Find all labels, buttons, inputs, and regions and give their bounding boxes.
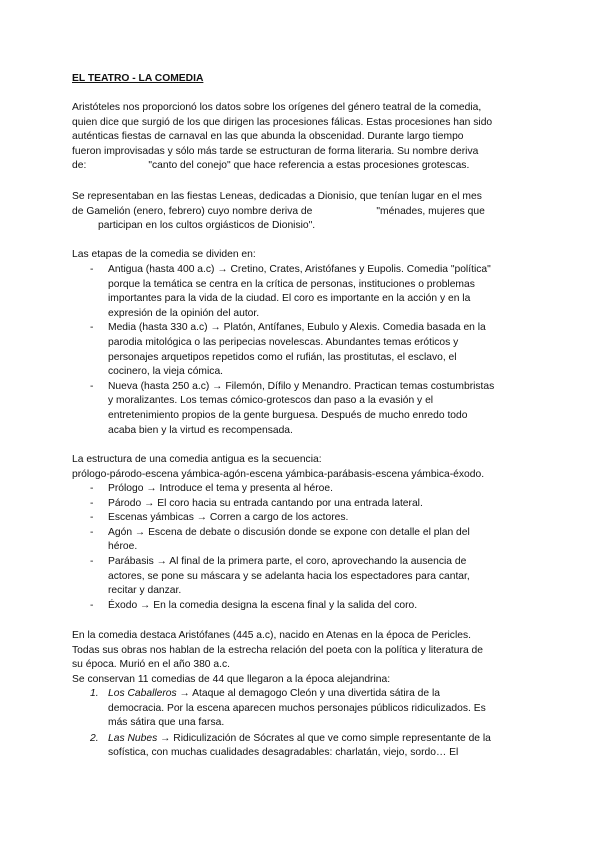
text-line: más sátira que una farsa. [108,717,225,729]
list-item [90,497,530,512]
text-line: - Media (hasta 330 a.c) → Platón, Antífanes, Eubulo y Alexis. Comedia basada en la [108,322,486,334]
list-item [90,263,530,321]
text-line: Aristóteles nos proporcionó los datos sobre los orígenes del género teatral de la comedia, [72,102,482,113]
text-fragment: de: [72,160,87,172]
text-line: - Escenas yámbicas → Corren a cargo de los actores. [108,512,349,524]
text-line: - Prólogo → Introduce el tema y presenta al héroe. [108,483,333,494]
text-fragment: de Gamelión (enero, febrero) cuyo nombre deriva de [72,205,313,217]
text-line: democracia. Por la escena aparecen muchos personajes públicos ridiculizados. Es [108,702,486,714]
text-fragment: → Ataque al demagogo Cleón y una divertida sátira de la [176,688,440,699]
text-line: - Agón → Escena de debate o discusión donde se expone con detalle el plan del [108,526,470,538]
list-item [90,526,530,555]
text-line: entretenimiento propios de la gente burguesa. Después de mucho enredo todo [108,409,468,421]
list-number: 2. [90,732,99,744]
list-item [90,599,530,614]
list-item [90,511,530,526]
work-title: Las Nubes [108,732,158,744]
text-line: participan en los cultos orgiásticos de Dionisio". [98,220,316,232]
text-line: - Parábasis → Al final de la primera parte, el coro, aprovechando la ausencia de [108,555,467,567]
text-fragment: "ménades, mujeres que [376,205,485,217]
text-line: - Nueva (hasta 250 a.c) → Filemón, Dífilo y Menandro. Practican temas costumbristas [108,380,495,392]
list-item [90,555,530,599]
text-line: fueron improvisadas y sólo más tarde se estructuran de forma literaria. Su nombre deriva [72,145,479,157]
text-line: importantes para la vida de la ciudad. El coro es importante en la acción y en la [108,293,471,305]
text-line: acaba bien y la virtud es recompensada. [108,424,293,436]
obras-list [90,687,530,761]
text-line: - Párodo → El coro hacia su entrada cantando por una entrada lateral. [108,497,423,509]
list-item [90,482,530,497]
list-number: 1. [90,688,99,699]
text-fragment: "canto del conejo" que hace referencia a estas procesiones grotescas. [148,160,470,172]
text-line [108,732,530,747]
text-line [72,159,532,174]
aristofanes-paragraph [72,629,532,687]
intro-paragraph [72,101,532,174]
text-line: expresión de la opinión del autor. [108,307,260,319]
document-title: EL TEATRO - LA COMEDIA [72,73,204,84]
text-line: porque la temática se centra en la crítica de personas, instituciones o problemas [108,278,475,290]
list-item [90,321,530,379]
text-line: cocinero, la vieja cómica. [108,366,224,378]
etapas-list [90,263,530,438]
text-line: - Antigua (hasta 400 a.c) → Cretino, Crates, Aristófanes y Eupolis. Comedia "política" [108,264,491,275]
list-item [90,732,530,761]
list-item [90,687,530,731]
text-line: actores, se pone su máscara y se adelanta hacia los espectadores para cantar, [108,570,470,582]
text-line: personajes arquetipos repetidos como el rufián, las prostitutas, el esclavo, el [108,351,457,363]
text-line: auténticas fiestas de carnaval en las que abunda la obscenidad. Durante largo tiempo [72,131,464,143]
text-line: Todas sus obras nos hablan de la estrecha relación del poeta con la política y literatura de [72,644,483,656]
text-line: héroe. [108,541,138,553]
etapas-heading: Las etapas de la comedia se dividen en: [72,249,256,260]
text-line: En la comedia destaca Aristófanes (445 a.c), nacido en Atenas en la época de Pericles. [72,630,471,641]
estructura-heading [72,453,532,482]
text-line: La estructura de una comedia antigua es la secuencia: [72,454,322,465]
text-line: parodia mitológica o las peripecias novelescas. Abundantes temas eróticos y [108,336,459,348]
leneas-paragraph [72,190,532,234]
text-fragment: → Ridiculización de Sócrates al que ve como simple representante de la [157,732,491,744]
estructura-list [90,482,530,613]
text-line: - Éxodo → En la comedia designa la escena final y la salida del coro. [108,599,418,611]
text-line: sofística, con muchas cualidades desagradables: charlatán, viejo, sordo… El [108,747,459,759]
text-line: y moralizantes. Los temas cómico-grotescos dan paso a la evasión y el [108,395,434,407]
text-line [108,687,530,702]
list-item [90,380,530,438]
text-line: prólogo-párodo-escena yámbica-agón-escena yámbica-parábasis-escena yámbica-éxodo. [72,468,485,480]
text-line: su época. Murió en el año 380 a.c. [72,659,230,671]
text-line [72,205,532,220]
work-title: Los Caballeros [108,688,177,699]
text-line: Se representaban en las fiestas Leneas, dedicadas a Dionisio, que tenían lugar en el mes [72,191,482,202]
text-line: quien dice que surgió de los que dirigen las procesiones fálicas. Estas procesiones han sido [72,116,493,128]
text-line: recitar y danzar. [108,585,182,597]
text-line: Se conservan 11 comedias de 44 que llegaron a la época alejandrina: [72,673,391,685]
